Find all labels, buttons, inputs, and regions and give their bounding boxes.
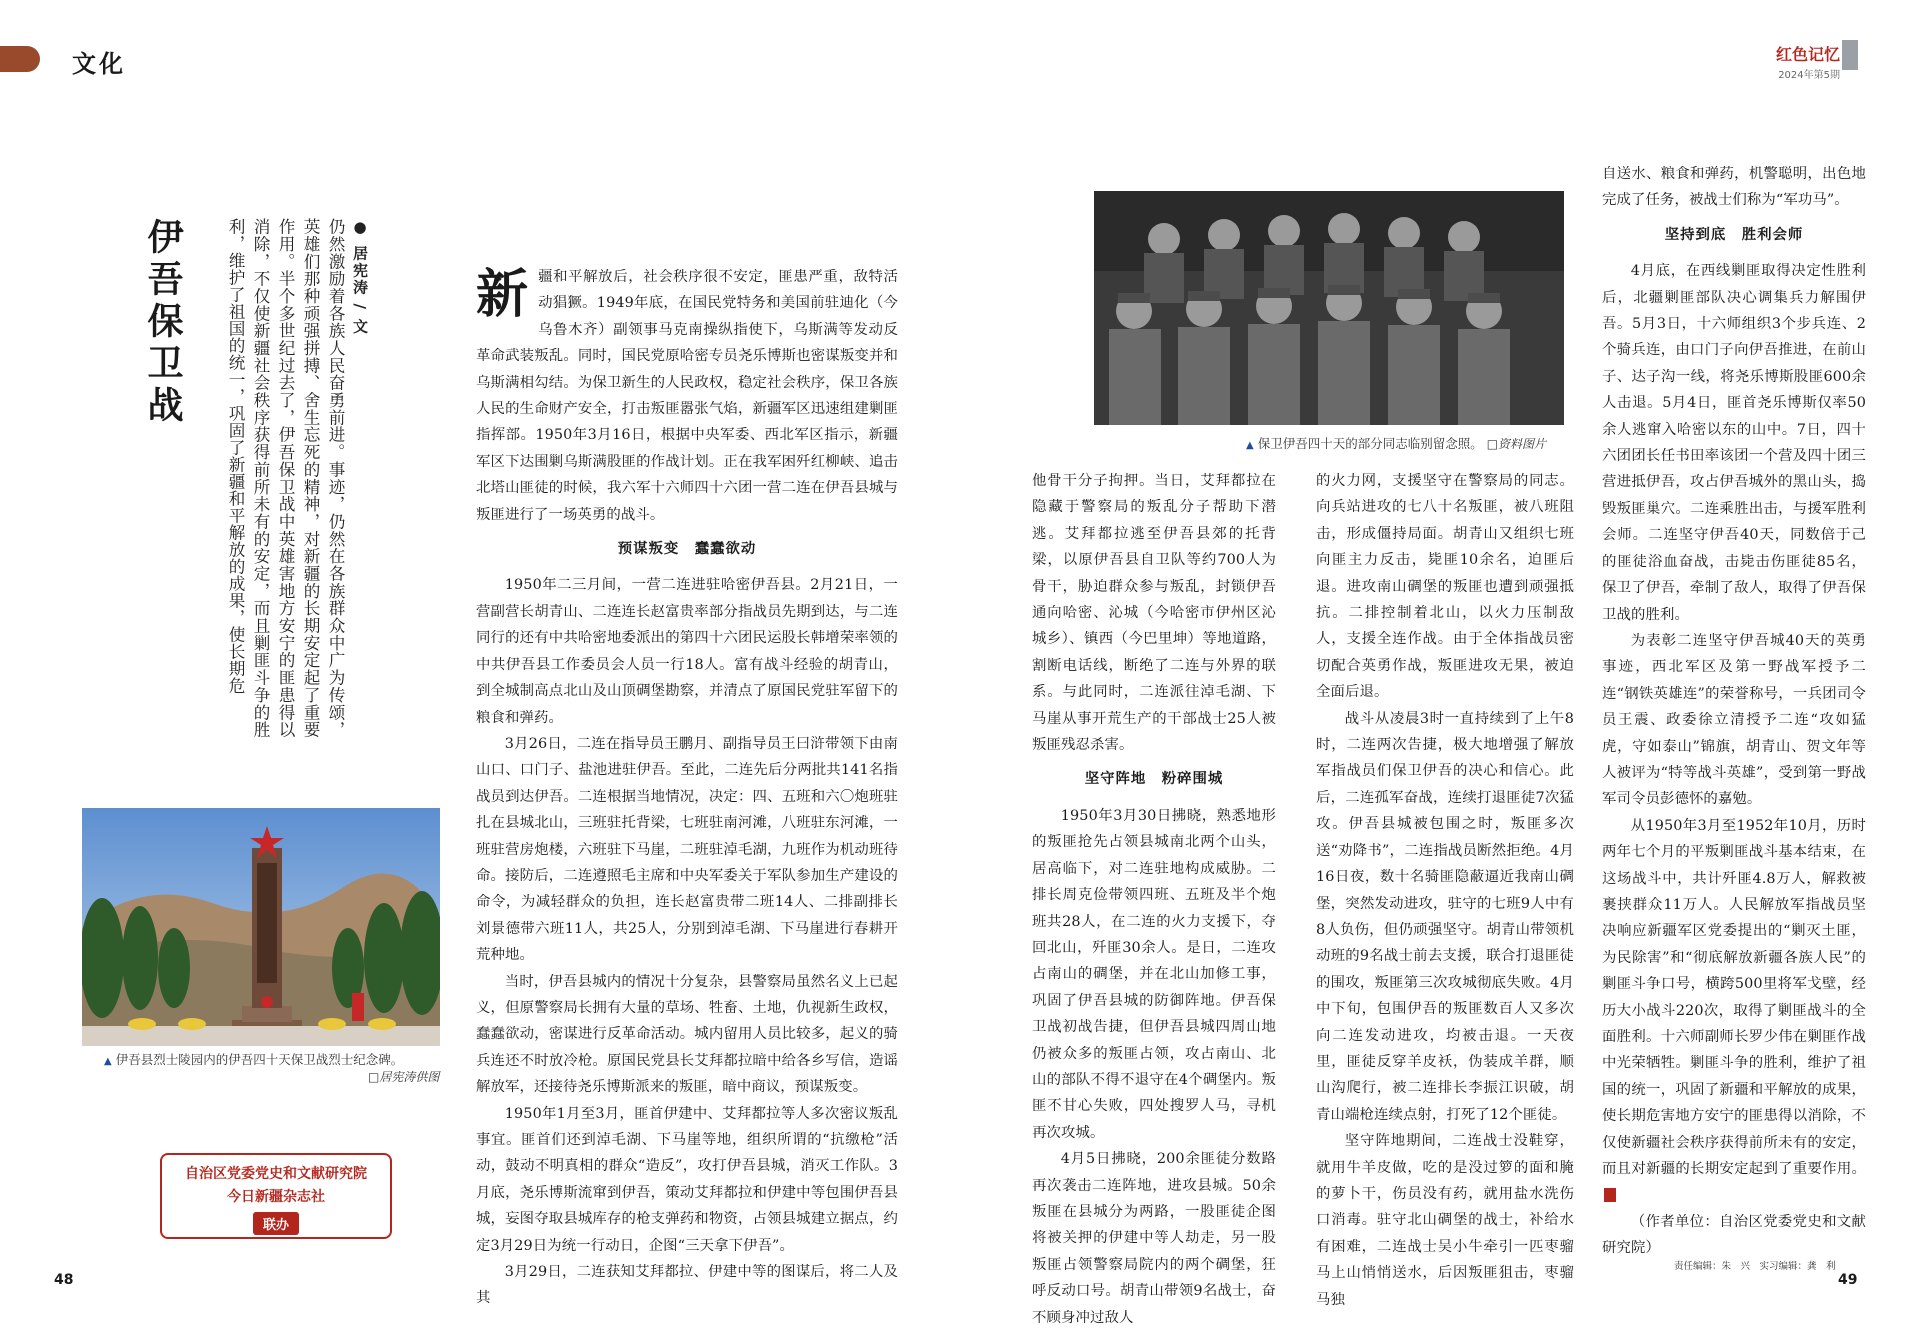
paragraph: 战斗从凌晨3时一直持续到了上午8时，二连两次告捷，极大地增强了解放军指战员们保卫伊吾的决心和信心。此后，二连孤军奋战，连续打退匪徒7次猛攻。伊吾县城被包围之时，叛匪多次送“劝降书”，二连指战员断然拒绝。4月16日夜，数十名骑匪隐蔽逼近我南山碉堡，突然发动进攻，驻守的七班9人中有8人负伤，但仍顽强坚守。胡青山带领机动班的9名战士前去支援，联合打退匪徒的围攻，叛匪第三次攻城彻底失败。4月中下旬，包围伊吾的叛匪数百人又多次向二连发动进攻，均被击退。一天夜里，匪徒反穿羊皮袄，伪装成羊群，顺山沟爬行，被二连排长李振江识破，胡青山端枪连续点射，打死了12个匪徒。: [1316, 710, 1574, 1123]
group-credit: □资料图片: [1486, 437, 1547, 451]
caption-marker-icon: ▲: [1246, 440, 1254, 451]
article-column-1: [476, 264, 898, 1312]
paragraph-text: 从1950年3月至1952年10月，历时两年七个月的平叛剿匪战斗基本结束，在这场战斗中，共计歼匪4.8万人，解救被裹挟群众11万人。人民解放军指战员坚决响应新疆军区党委提出的“剿灭土匪，为民除害”和“彻底解放新疆各族人民”的剿匪斗争口号，横跨500里将军戈壁，经历大小战斗220次，取得了剿匪战斗的全面胜利。十六师副师长罗少伟在剿匪作战中光荣牺牲。剿匪斗争的胜利，维护了祖国的统一，巩固了新疆和平解放的成果，使长期危害地方安宁的匪患得以消除，不仅使新疆社会秩序获得前所未有的安定，而且对新疆的长期安定起到了重要作用。: [1602, 817, 1866, 1178]
group-photo: [1094, 191, 1564, 425]
monument-caption-text: 伊吾县烈士陵园内的伊吾四十天保卫战烈士纪念碑。: [115, 1052, 404, 1067]
paragraph: 坚守阵地期间，二连战士没鞋穿，就用牛羊皮做，吃的是没过箩的面和腌的萝卜干，伤员没有药，就用盐水洗伤口消毒。驻守北山碉堡的战士，补给水有困难，二连战士吴小牛牵引一匹枣骝马上山悄悄送水，后因叛匪狙击，枣骝马独: [1316, 1133, 1574, 1308]
paragraph: 自送水、粮食和弹药，机警聪明，出色地完成了任务，被战士们称为“军功马”。: [1602, 166, 1866, 209]
article-column-4: [1602, 161, 1866, 1262]
monument-credit: □居宪涛供图: [368, 1070, 440, 1084]
section-label: 文化: [72, 50, 126, 78]
paragraph: 3月26日，二连在指导员王鹏月、副指导员王曰浒带领下由南山口、口门子、盐池进驻伊吾。至此，二连先后分两批共141名指战员到达伊吾。二连根据当地情况，决定：四、五班和六〇炮班驻扎在县城北山，三班驻托背梁，七班驻南河滩，八班驻东河滩，一班驻营房炮楼，六班驻下马崖，二班驻淖毛湖，九班作为机动班待命。接防后，二连遵照毛主席和中央军委关于军队参加生产建设的命令，为减轻群众的负担，连长赵富贵带二班14人、二排副排长刘景德带六班11人，共25人，分别到淖毛湖、下马崖进行春耕开荒种地。: [476, 735, 898, 964]
brand-logo-icon: [1842, 40, 1858, 70]
paragraph: 3月29日，二连获知艾拜都拉、伊建中等的图谋后，将二人及其: [476, 1264, 898, 1307]
paragraph: 1950年3月30日拂晓，熟悉地形的叛匪抢先占领县城南北两个山头，居高临下，对二连驻地构成威胁。二排长周克俭带领四班、五班及半个炮班共28人，在二连的火力支援下，夺回北山，歼匪30余人。是日，二连攻占南山的碉堡，并在北山加修工事，巩固了伊吾县城的防御阵地。伊吾保卫战初战告捷，但伊吾县城四周山地仍被众多的叛匪占领，攻占南山、北山的部队不得不退守在4个碉堡内。叛匪不甘心失败，四处搜罗人马，寻机再次攻城。: [1032, 807, 1276, 1141]
article-column-2: [1032, 468, 1276, 1331]
paragraph: 的火力网，支援坚守在警察局的同志。向兵站进攻的七八十名叛匪，被八班阻击，形成僵持局面。胡青山又组织七班向匪主力反击，毙匪10余名，迫匪后退。进攻南山碉堡的叛匪也遭到顽强抵抗。二排控制着北山，以火力压制敌人，支援全连作战。由于全体指战员密切配合英勇作战，叛匪进攻无果，被迫全面后退。: [1316, 473, 1574, 701]
group-caption-text: 保卫伊吾四十天的部分同志临别留念照。: [1257, 436, 1483, 451]
article-title: 伊吾保卫战: [142, 218, 184, 428]
paragraph: 1950年二三月间，一营二连进驻哈密伊吾县。2月21日，一营副营长胡青山、二连连长赵富贵率部分指战员先期到达，与二连同行的还有中共哈密地委派出的第四十六团民运股长韩增荣率领的中共伊吾县工作委员会人员一行18人。富有战斗经验的胡青山，到全城制高点北山及山顶碉堡勘察，并清点了原国民党驻军留下的粮食和弹药。: [476, 577, 898, 726]
co-publisher-box: [160, 1153, 392, 1239]
paragraph: [1602, 813, 1866, 1209]
paragraph: 4月5日拂晓，200余匪徒分数路再次袭击二连阵地，进攻县城。50余叛匪在县城分为两路，一股匪徒企图将被关押的伊建中等人劫走，另一股叛匪占领警察局院内的两个碉堡，狂呼反动口号。胡青山带领9名战士，奋不顾身冲过敌人: [1032, 1151, 1276, 1326]
monument-caption: [104, 1050, 454, 1068]
editor-credits: 责任编辑：朱 兴 实习编辑：龚 利: [1674, 1261, 1836, 1272]
section-heading: 预谋叛变 蠢蠢欲动: [617, 541, 757, 558]
section-marker: [0, 46, 40, 72]
drop-cap: 新: [476, 264, 529, 325]
co-publisher-1: 自治区党委党史和文献研究院: [185, 1166, 367, 1182]
page-number-left: 48: [54, 1272, 74, 1288]
magazine-brand: [1776, 42, 1840, 81]
paragraph: 疆和平解放后，社会秩序很不安定，匪患严重，敌特活动猖獗。1949年底，在国民党特务和美国前驻迪化（今乌鲁木齐）副领事马克南操纵指使下，乌斯满等发动反革命武装叛乱。同时，国民党原哈密专员尧乐博斯也密谋叛变并和乌斯满相勾结。为保卫新生的人民政权，稳定社会秩序，保卫各族人民的生命财产安全，打击叛匪嚣张气焰，新疆军区迅速组建剿匪指挥部。1950年3月16日，根据中央军委、西北军区指示，新疆军区下达围剿乌斯满股匪的作战计划。正在我军困歼红柳峡、追击北塔山匪徒的时候，我六军十六师四十六团一营二连在伊吾县城与叛匪进行了一场英勇的战斗。: [476, 269, 898, 523]
author-affiliation: （作者单位：自治区党委党史和文献研究院）: [1602, 1213, 1866, 1257]
paragraph: 他骨干分子拘押。当日，艾拜都拉在隐藏于警察局的叛乱分子帮助下潜逃。艾拜都拉逃至伊吾县郊的托背梁，以原伊吾县自卫队等约700人为骨干，胁迫群众参与叛乱，封锁伊吾通向哈密、沁城（今哈密市伊州区沁城乡）、镇西（今巴里坤）等地道路，割断电话线，断绝了二连与外界的联系。与此同时，二连派往淖毛湖、下马崖从事开荒生产的干部战士25人被叛匪残忍杀害。: [1032, 473, 1276, 754]
brand-issue: 2024年第5期: [1778, 70, 1840, 81]
paragraph: 当时，伊吾县城内的情况十分复杂，县警察局虽然名义上已起义，但原警察局长拥有大量的草场、牲畜、土地，仇视新生政权，蠢蠢欲动，密谋进行反革命活动。城内留用人员比较多，起义的骑兵连还不时放冷枪。原国民党县长艾拜都拉暗中给各乡写信，造谣解放军，还接待尧乐博斯派来的叛匪，暗中商议，预谋叛变。: [476, 973, 898, 1096]
co-publisher-badge: 联办: [253, 1212, 299, 1235]
section-heading: 坚持到底 胜利会师: [1664, 226, 1804, 243]
section-heading: 坚守阵地 粉碎围城: [1084, 771, 1224, 788]
article-author: ● 居宪涛 / 文: [351, 218, 369, 336]
page-number-right: 49: [1838, 1272, 1858, 1288]
co-publisher-2: 今日新疆杂志社: [227, 1189, 325, 1205]
paragraph: 1950年1月至3月，匪首伊建中、艾拜都拉等人多次密议叛乱事宜。匪首们还到淖毛湖、下马崖等地，组织所谓的“抗缴枪”活动，鼓动不明真相的群众“造反”，攻打伊吾县城，消灭工作队。3月底，尧乐博斯流窜到伊吾，策动艾拜都拉和伊建中等包围伊吾县城，妄图夺取县城库存的枪支弹药和物资，占领县城建立据点，约定3月29日为统一行动日，企图“三天拿下伊吾”。: [476, 1105, 898, 1254]
group-caption: [1246, 434, 1576, 452]
paragraph: 为表彰二连坚守伊吾城40天的英勇事迹，西北军区及第一野战军授予二连“钢铁英雄连”的荣誉称号，一兵团司令员王震、政委徐立清授予二连“攻如猛虎，守如泰山”锦旗，胡青山、贺文年等人被评为“特等战斗英雄”，受到第一野战军司令员彭德怀的嘉勉。: [1602, 632, 1866, 808]
article-intro: 仍然激励着各族人民奋勇前进。事迹，仍然在各族群众中广为传颂，英雄们那种顽强拼搏、舍生忘死的精神，对新疆的长期安定起了重要作用。半个多世纪过去了，伊吾保卫战中英雄害地方安宁的匪患得以消除，不仅使新疆社会秩序获得前所未有的安定，而且剿匪斗争的胜利，维护了祖国的统一，巩固了新疆和平解放的成果，使长期危: [226, 218, 345, 738]
brand-name: 红色记忆: [1775, 45, 1840, 64]
article-column-3: [1316, 468, 1574, 1313]
end-mark-icon: [1604, 1188, 1616, 1202]
paragraph: 4月底，在西线剿匪取得决定性胜利后，北疆剿匪部队决心调集兵力解围伊吾。5月3日，十六师组织3个步兵连、2个骑兵连，由口门子向伊吾推进，在前山子、达子沟一线，将尧乐博斯股匪600余人击退。5月4日，匪首尧乐博斯仅率50余人逃窜入哈密以东的山中。7日，四十六团团长任书田率该团一个营及四十团三营进抵伊吾，攻占伊吾城外的黑山头，捣毁叛匪巢穴。二连乘胜出击，与援军胜利会师。二连坚守伊吾40天，同数倍于己的匪徒浴血奋战，击毙击伤匪徒85名，保卫了伊吾，牵制了敌人，取得了伊吾保卫战的胜利。: [1602, 263, 1866, 623]
monument-photo: [82, 808, 440, 1046]
caption-marker-icon: ▲: [104, 1056, 112, 1067]
